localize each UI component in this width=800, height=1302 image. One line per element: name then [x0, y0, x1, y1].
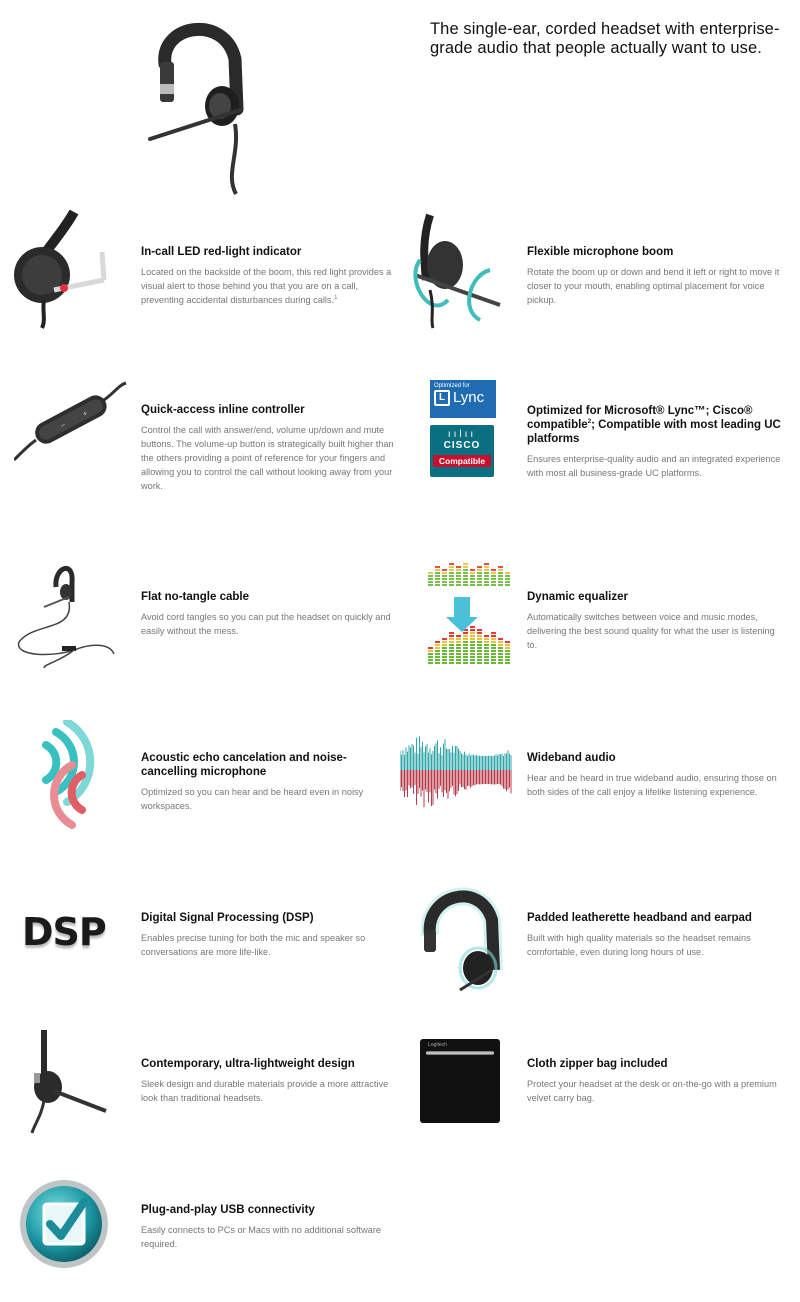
feature-flat-cable: [14, 562, 409, 692]
feature-usb-connectivity: [14, 1172, 409, 1302]
led-indicator-icon: [14, 210, 129, 340]
lync-cisco-logos-icon: [400, 375, 515, 505]
feature-title: Flexible microphone boom: [527, 246, 674, 258]
feature-title: Optimized for Microsoft® Lync™; Cisco® compatible$^2$; Compatible with most leading UC platforms: [527, 405, 781, 445]
feature-description: Located on the backside of the boom, this red light provides a visual alert to those behind you that you are on a call, preventing accidental disturbances during calls.$^1$: [141, 267, 392, 305]
svg-text:+: +: [80, 408, 90, 419]
feature-title: Contemporary, ultra-lightweight design: [141, 1058, 355, 1070]
feature-description: Built with high quality materials so the headset remains comfortable, even during long hours of use.: [527, 933, 751, 957]
feature-title: Flat no-tangle cable: [141, 591, 249, 603]
feature-title: Dynamic equalizer: [527, 591, 628, 603]
cisco-bars-icon: ıılıı: [447, 429, 477, 440]
microphone-boom-icon: [400, 210, 515, 340]
zipper-bag-icon: Logitech: [400, 1025, 515, 1155]
feature-inline-controller: [14, 375, 409, 505]
feature-description: Rotate the boom up or down and bend it left or right to move it closer to your mouth, enabling optimal placement for voice pickup.: [527, 267, 780, 305]
checkmark-icon: [14, 1172, 129, 1302]
lync-logo-icon: L: [434, 390, 450, 406]
feature-zipper-bag: [400, 1025, 795, 1155]
feature-dsp: [14, 880, 409, 1010]
feature-wideband-audio: [400, 720, 795, 850]
feature-title: Wideband audio: [527, 752, 616, 764]
feature-microphone-boom: [400, 210, 795, 340]
feature-description: Optimized so you can hear and be heard even in noisy workspaces.: [141, 787, 364, 811]
padded-headband-icon: [400, 880, 515, 1010]
lync-badge: Optimized for L Lync: [430, 380, 496, 418]
sound-waves-icon: [14, 720, 129, 850]
feature-description: Ensures enterprise-quality audio and an integrated experience with most all business-grade UC platforms.: [527, 454, 781, 478]
cisco-badge: ıılıı CISCO Compatible: [430, 425, 494, 477]
feature-echo-cancelation: [14, 720, 409, 850]
flat-cable-icon: [14, 562, 129, 692]
feature-description: Sleek design and durable materials provide a more attractive look than traditional headsets.: [141, 1079, 389, 1103]
feature-title: Quick-access inline controller: [141, 404, 305, 416]
feature-title: Cloth zipper bag included: [527, 1058, 668, 1070]
hero-tagline: The single-ear, corded headset with enterprise-grade audio that people actually want to use.: [430, 20, 780, 57]
feature-description: Hear and be heard in true wideband audio, ensuring those on both sides of the call enjoy a lifelike listening experience.: [527, 773, 777, 797]
feature-description: Enables precise tuning for both the mic and speaker so conversations are more life-like.: [141, 933, 366, 957]
hero-headset-image: [140, 14, 260, 199]
feature-description: Control the call with answer/end, volume up/down and mute buttons. The volume-up button is strategically built higher than the others providing a point of reference for your fingers and allowing you to control the call without looking away from your work.: [141, 425, 394, 491]
feature-title: In-call LED red-light indicator: [141, 246, 302, 258]
feature-description: Avoid cord tangles so you can put the headset on quickly and easily without the mess.: [141, 612, 391, 636]
feature-description: Automatically switches between voice and music modes, delivering the best sound quality for what the user is listening to.: [527, 612, 775, 650]
feature-title: Acoustic echo cancelation and noise-cancelling microphone: [141, 752, 347, 778]
equalizer-icon: [400, 562, 515, 692]
feature-uc-compatibility: [400, 375, 795, 505]
feature-equalizer: [400, 562, 795, 692]
dsp-logo: DSP: [22, 910, 106, 954]
feature-lightweight-design: [14, 1025, 409, 1155]
feature-description: Protect your headset at the desk or on-the-go with a premium velvet carry bag.: [527, 1079, 777, 1103]
feature-title: Plug-and-play USB connectivity: [141, 1204, 315, 1216]
inline-controller-icon: [14, 375, 129, 505]
headset-icon: [140, 14, 260, 199]
zipper-icon: [426, 1051, 494, 1055]
feature-title: Digital Signal Processing (DSP): [141, 912, 314, 924]
feature-padded-headband: [400, 880, 795, 1010]
feature-title: Padded leatherette headband and earpad: [527, 912, 752, 924]
feature-led-indicator: [14, 210, 409, 340]
feature-description: Easily connects to PCs or Macs with no additional software required.: [141, 1225, 382, 1249]
lightweight-headset-icon: [14, 1025, 129, 1155]
waveform-icon: [400, 720, 515, 850]
svg-text:−: −: [58, 420, 68, 431]
dsp-icon: [14, 880, 129, 1010]
